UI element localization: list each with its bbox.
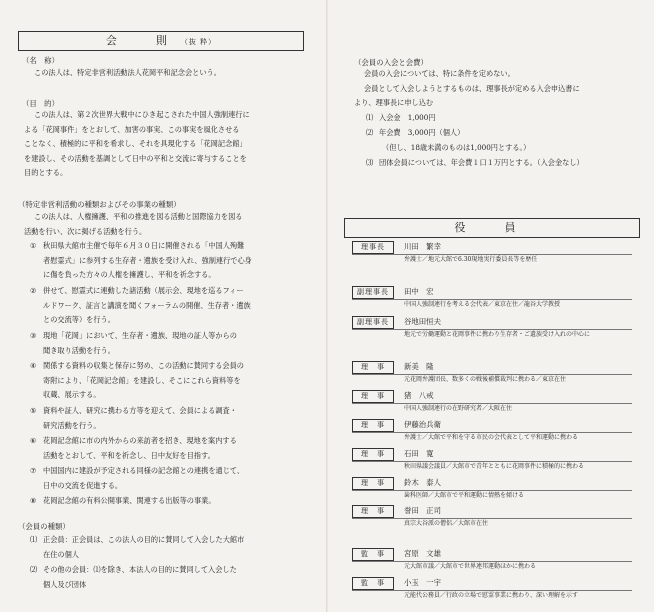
join-line: より、理事長に申し込む xyxy=(354,98,434,108)
purpose-body xyxy=(24,108,250,181)
officer-description: 中国人強制連行を考える会代表／東京在住／龍谷大学教授 xyxy=(404,301,561,308)
name-body: この法人は、特定非営利活動法人花岡平和記念会という。 xyxy=(34,68,221,77)
fee-number: ⑴ xyxy=(366,113,374,122)
bylaws-title xyxy=(18,31,304,51)
member-type-number: ⑴ xyxy=(30,535,38,544)
officer-name: 田中 宏 xyxy=(404,287,434,296)
officer-role: 理 事 xyxy=(352,448,394,461)
officer-description: 弁護士／地元大館で6.30現地実行委員長等を歴任 xyxy=(404,256,538,263)
officer-description: 元能代公務員／行政の立場で慰霊事業に携わり、深い理解を示す xyxy=(404,592,579,599)
officer-name: 誉田 正司 xyxy=(404,506,441,515)
activity-line: 活動をとおして、平和を祈念し、日中友好を目指す。 xyxy=(43,450,215,460)
activity-number: ④ xyxy=(30,361,37,370)
activity-line: に傷を負った方々の人権を擁護し、平和を祈念する。 xyxy=(43,270,216,280)
page-fold xyxy=(326,0,328,612)
activity-line: 中国国内に建設が予定される同様の記念館との連携を通じて、 xyxy=(43,466,245,475)
officer-role: 監 事 xyxy=(352,548,394,561)
left-page xyxy=(0,0,326,612)
activity-line: 秋田県大館市主催で毎年６月３０日に開催される「中国人殉難 xyxy=(43,241,245,250)
member-type-line: 正会員：正会員は、この法人の目的に賛同して入会した大館市 xyxy=(43,535,245,544)
activity-line: 者慰霊式」に参列する生存者・遺族を受け入れ、強制連行で心身 xyxy=(43,255,252,265)
activity-number: ② xyxy=(30,286,37,295)
officer-name: 鈴木 泰人 xyxy=(404,478,441,487)
officer-role: 理 事 xyxy=(352,419,394,432)
officer-name: 石田 寛 xyxy=(404,449,434,458)
purpose-line: この法人は、第２次世界大戦中にひき起こされた中国人強制連行に xyxy=(34,110,250,119)
officer-description: 地元で労働運動と花岡事件に携わり生存者・ご遺族受け入れの中心に xyxy=(404,331,591,338)
purpose-line: ことなく、積極的に平和を希求し、それを具現化する「花岡記念館」 xyxy=(24,139,247,149)
bylaws-title-sub: （抜 粋） xyxy=(180,38,217,46)
officer-role: 理 事 xyxy=(352,477,394,490)
officers-title: 役 員 xyxy=(344,218,640,238)
officer-divider xyxy=(352,518,632,519)
activity-number: ⑦ xyxy=(30,466,37,475)
officer-role: 理 事 xyxy=(352,390,394,403)
activity-line: 関係する資料の収集と保存に努め、この活動に賛同する会員の xyxy=(43,361,244,370)
member-type-line: その他の会員：⑴を除き、本法人の目的に賛同して入会した xyxy=(43,565,237,574)
officer-role: 副理事長 xyxy=(352,316,394,329)
officer-description: 真宗大谷派の僧侶／大館市在住 xyxy=(404,520,489,527)
officer-role: 理事長 xyxy=(352,241,394,254)
officer-description: 元花岡弁護団長、数多くの戦後補償裁判に携わる／東京在住 xyxy=(404,376,567,383)
activity-line: 日中の交流を促進する。 xyxy=(43,480,123,490)
bylaws-title-text: 会 則 xyxy=(105,34,181,47)
join-body xyxy=(354,67,580,111)
activity-line: 寄附により、「花岡記念館」を建設し、そこにこれら資料等を xyxy=(43,375,241,385)
activity-line: 現地「花岡」において、生存者・遺族、現地の証人等からの xyxy=(43,331,237,340)
activity-number: ⑧ xyxy=(30,496,37,505)
officer-description: 秋田県議会議員／大館市で青年とともに花岡事件に積極的に携わる xyxy=(404,463,585,470)
activity-intro-line: この法人は、人権擁護、平和の推進を図る活動と国際協力を図る xyxy=(34,212,243,221)
officer-name: 谷地田恒夫 xyxy=(404,317,441,326)
join-line: 会員の入会については、特に条件を定めない。 xyxy=(364,69,515,78)
activity-line: 花岡記念館の有料公開事業、関連する出版等の事業。 xyxy=(43,496,216,505)
activity-line: 資料や証人、研究に携わる方等を迎えて、会員による調査・ xyxy=(43,406,237,415)
officer-name: 宮原 文雄 xyxy=(404,549,441,558)
activity-line: 研究活動を行う。 xyxy=(43,420,101,430)
fee-text: 団体会員については、年会費１口１万円とする。（入会金なし） xyxy=(379,158,584,167)
officer-description: 歯科医師／大館市で平和運動に情熱を傾ける xyxy=(404,492,525,499)
activity-line: 花岡記念館に市の内外からの来訪者を招き、現地を案内する xyxy=(43,436,237,445)
activity-number: ⑥ xyxy=(30,436,37,445)
purpose-line: 目的とする。 xyxy=(24,168,68,178)
activity-line: 収蔵、展示する。 xyxy=(43,390,101,400)
activity-number: ⑤ xyxy=(30,406,37,415)
fee-text: （但し、18歳未満のものは1,000円とする。） xyxy=(382,143,531,152)
officer-name: 川田 繁幸 xyxy=(404,242,441,251)
officer-role: 理 事 xyxy=(352,505,394,518)
member-type-line: 在住の個人 xyxy=(43,549,79,559)
join-heading: （会員の入会と会費） xyxy=(354,58,428,67)
officer-name: 猪 八戒 xyxy=(404,391,434,400)
member-type-heading: （会員の種類） xyxy=(18,522,70,531)
member-type-line: 個人及び団体 xyxy=(43,579,87,589)
activity-line: 併せて、慰霊式に連動した諸活動（展示会、現地を巡るフィー xyxy=(43,286,244,295)
member-type-number: ⑵ xyxy=(30,565,38,574)
join-line: 会員として入会しようとするものは、理事長が定める入会申込書に xyxy=(364,83,580,93)
fee-text: 入会金 1,000円 xyxy=(379,113,436,122)
officer-description: 中国人強制連行の在野研究者／大阪在住 xyxy=(404,405,513,412)
activity-intro xyxy=(24,210,242,239)
activity-number: ③ xyxy=(30,331,37,340)
activity-line: ルドワーク、証言と講演を聞くフォーラムの開催、生存者・遺族 xyxy=(43,300,251,310)
officer-role: 監 事 xyxy=(352,577,394,590)
officer-role: 副理事長 xyxy=(352,286,394,299)
fee-number: ⑵ xyxy=(366,128,374,137)
activity-heading: （特定非営利活動の種類およびその事業の種類） xyxy=(18,200,181,209)
purpose-heading: （目 的） xyxy=(22,99,59,108)
right-page xyxy=(330,0,654,612)
officer-description: 元大館市議／大館市で世界連邦運動ほかに携わる xyxy=(404,563,537,570)
name-heading: （名 称） xyxy=(22,56,59,65)
activity-line: 聞き取り活動を行う。 xyxy=(43,345,115,355)
officer-name: 小玉 一宇 xyxy=(404,578,441,587)
activity-line: との交流等）を行う。 xyxy=(43,315,115,325)
fee-text: 年会費 3,000円（個人） xyxy=(379,128,465,137)
purpose-line: を建設し、その活動を基調として日中の平和と交流に寄与することを xyxy=(24,153,247,163)
officer-description: 弁護士／大館で平和を守る市民の会代表として平和運動に携わる xyxy=(404,434,579,441)
officer-role: 理 事 xyxy=(352,361,394,374)
activity-intro-line: 活動を行い、次に掲げる活動を行う。 xyxy=(24,226,147,236)
officer-name: 伊藤治兵衛 xyxy=(404,420,441,429)
fee-number: ⑶ xyxy=(366,158,374,167)
purpose-line: よる「花岡事件」をとおして、加害の事実、この事実を風化させる xyxy=(24,124,240,134)
activity-number: ① xyxy=(30,241,37,250)
officer-name: 新美 隆 xyxy=(404,362,434,371)
